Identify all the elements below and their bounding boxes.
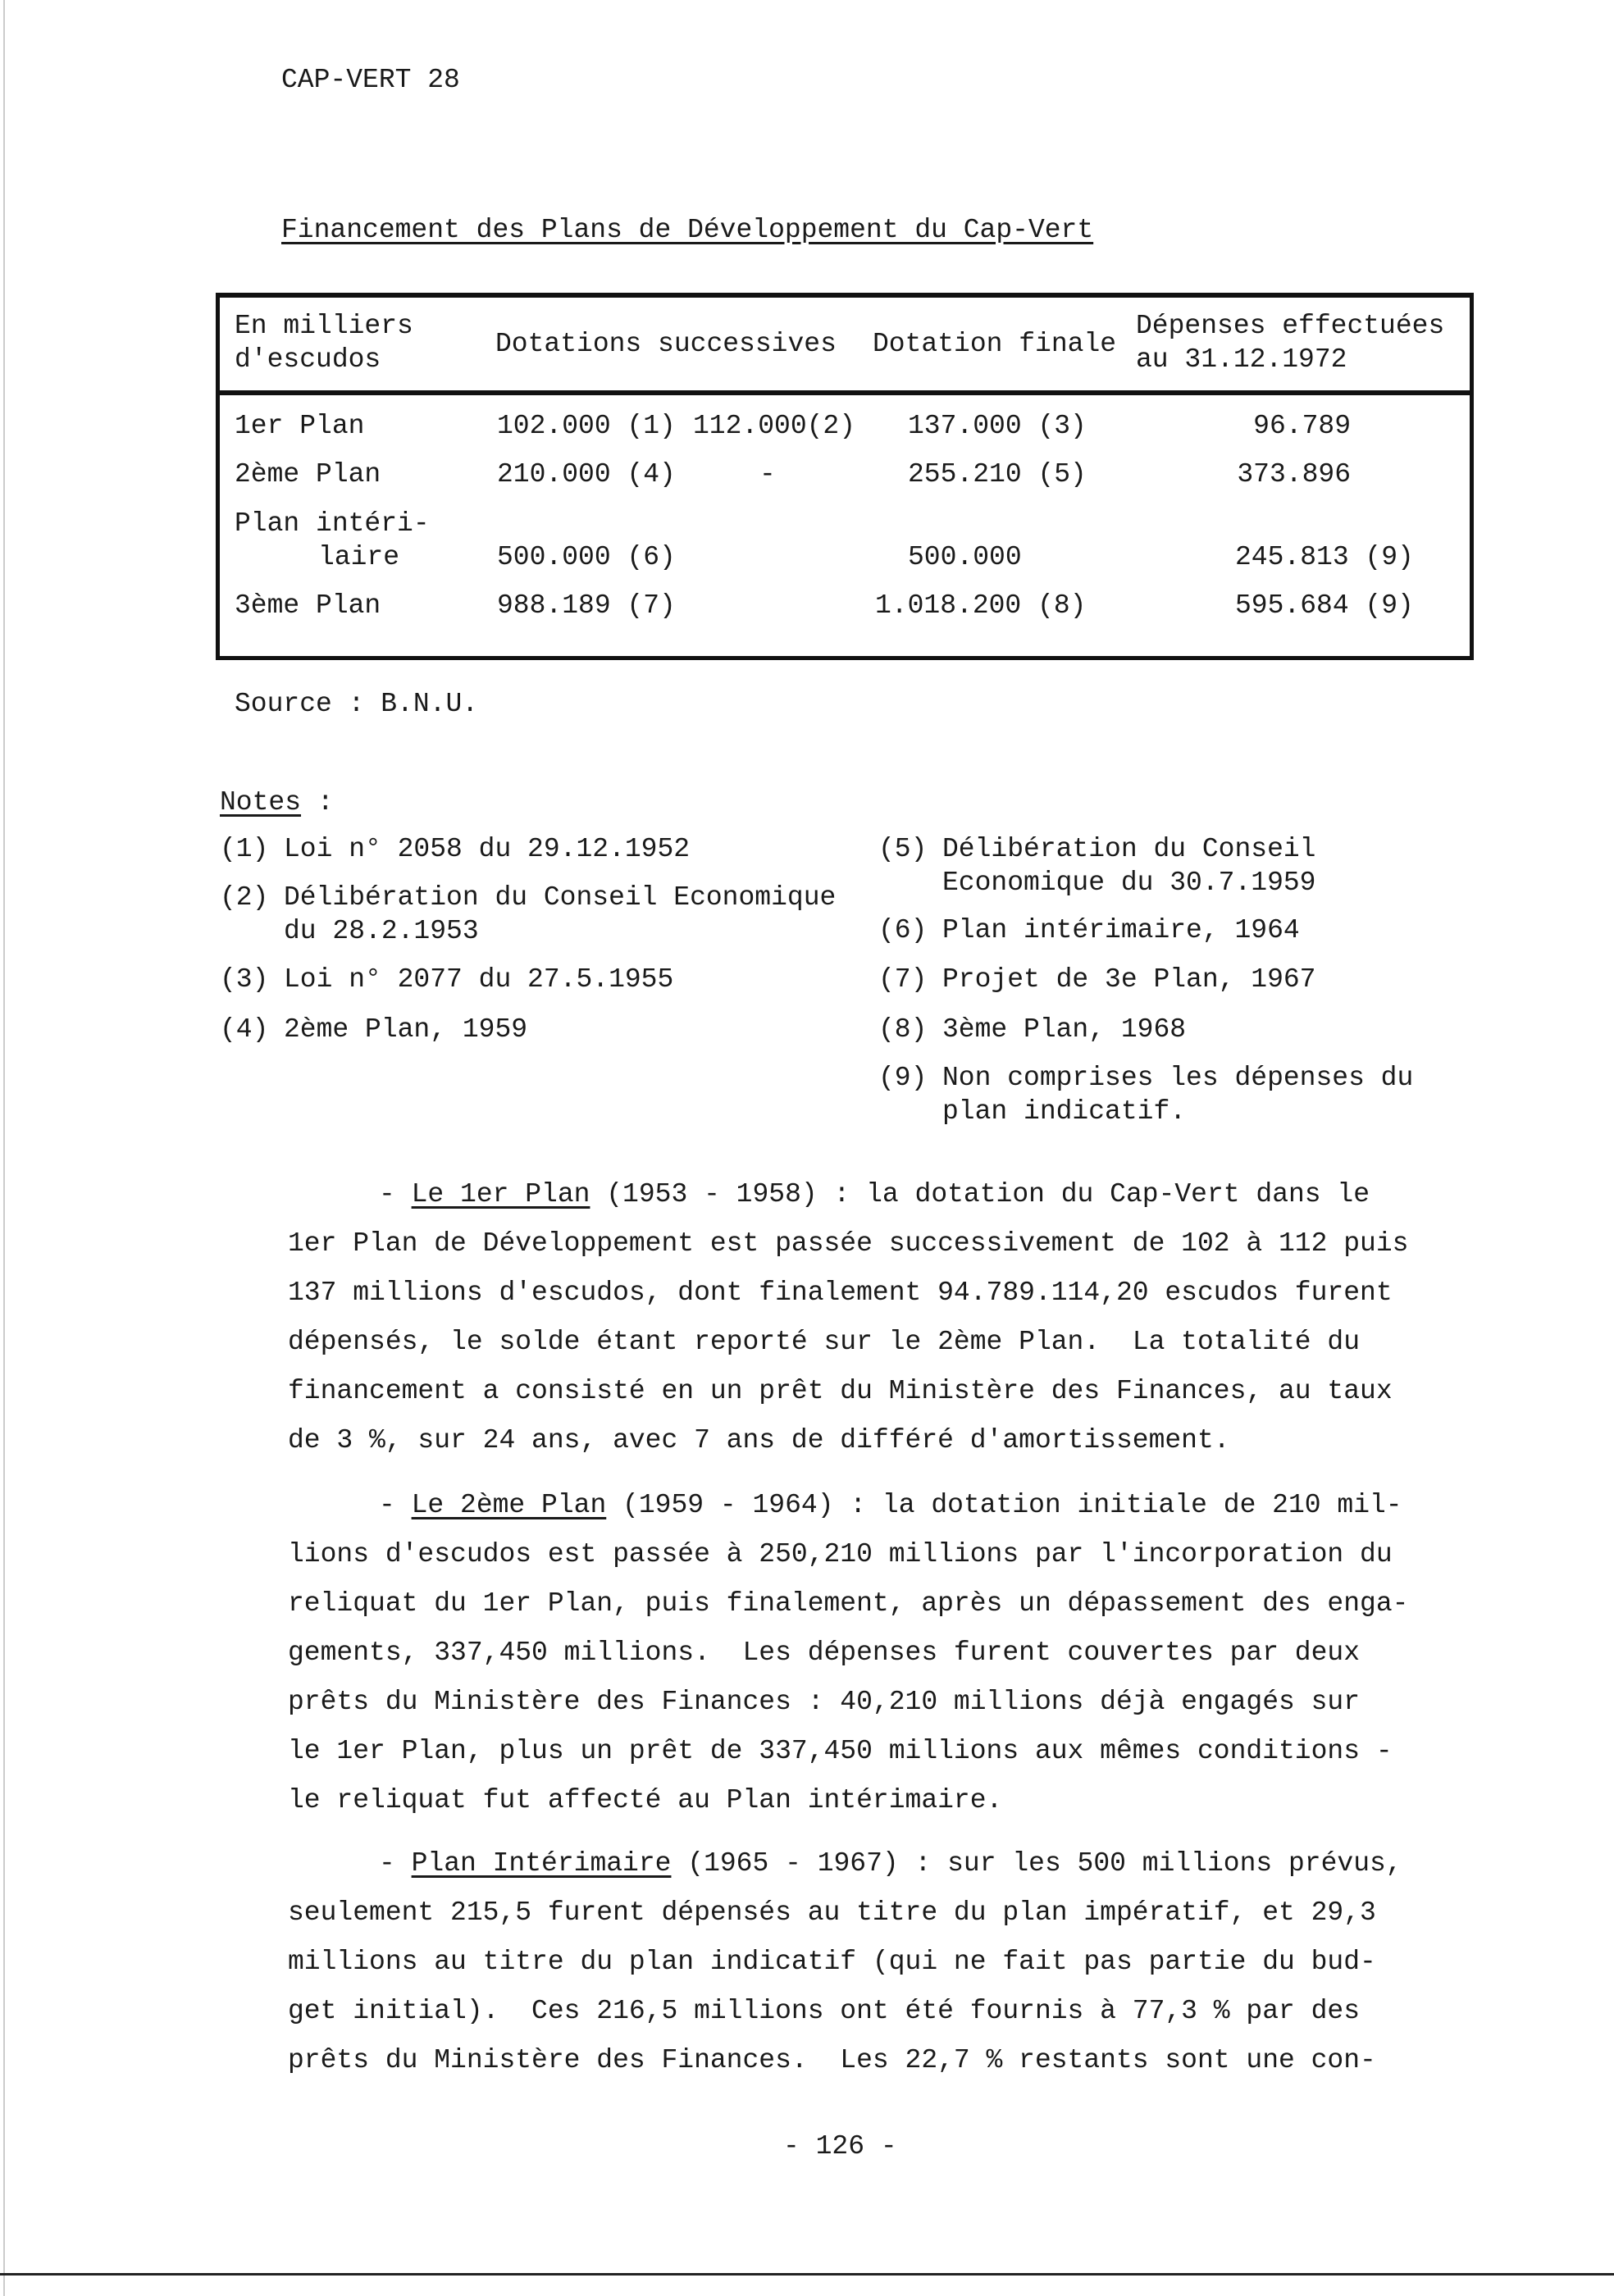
paragraph-line: le 1er Plan, plus un prêt de 337,450 millions aux mêmes conditions -: [288, 1736, 1393, 1766]
note-text: Loi n° 2058 du 29.12.1952: [284, 834, 691, 864]
note-number: (1): [220, 834, 269, 864]
notes-heading-text: Notes: [220, 787, 302, 818]
row-label: Plan intéri-: [235, 508, 430, 539]
note-number: (2): [220, 882, 269, 913]
notes-colon: :: [301, 787, 334, 818]
note-text: du 28.2.1953: [284, 916, 479, 946]
table-header-divider: [216, 390, 1474, 395]
row-succ1: 500.000 (6): [497, 542, 676, 572]
source-line: Source : B.N.U.: [235, 689, 479, 719]
row-succ2: -: [759, 459, 776, 490]
paragraph-line: get initial). Ces 216,5 millions ont été fournis à 77,3 % par des: [288, 1996, 1361, 2026]
note-text: 2ème Plan, 1959: [284, 1014, 528, 1045]
note-number: (8): [878, 1014, 928, 1045]
note-text: Projet de 3e Plan, 1967: [942, 964, 1316, 995]
paragraph-first-line: [379, 1489, 1402, 1522]
row-succ2: 112.000(2): [693, 411, 856, 441]
paragraph-line: prêts du Ministère des Finances : 40,210 millions déjà engagés sur: [288, 1687, 1361, 1717]
note-text: Plan intérimaire, 1964: [942, 915, 1300, 945]
row-final: 137.000 (3): [908, 411, 1087, 441]
paragraph-line: millions au titre du plan indicatif (qui ne fait pas partie du bud-: [288, 1947, 1376, 1977]
row-label: 3ème Plan: [235, 590, 381, 621]
note-number: (3): [220, 964, 269, 995]
row-succ1: 210.000 (4): [497, 459, 676, 490]
header-spent: Dépenses effectuées: [1136, 311, 1445, 341]
paragraph-line: seulement 215,5 furent dépensés au titre du plan impératif, et 29,3: [288, 1897, 1376, 1928]
paragraph-line: dépensés, le solde étant reporté sur le 2ème Plan. La totalité du: [288, 1327, 1361, 1357]
row-label-2: laire: [318, 542, 400, 572]
section-title: Le 1er Plan: [411, 1179, 590, 1210]
paragraph-line: gements, 337,450 millions. Les dépenses furent couvertes par deux: [288, 1638, 1361, 1668]
paragraph-line: prêts du Ministère des Finances. Les 22,7 % restants sont une con-: [288, 2045, 1376, 2075]
note-text: Délibération du Conseil: [942, 834, 1316, 864]
dash: -: [379, 1848, 412, 1879]
row-succ1: 988.189 (7): [497, 590, 676, 621]
note-text: Non comprises les dépenses du: [942, 1063, 1414, 1093]
note-number: (7): [878, 964, 928, 995]
paragraph-line: de 3 %, sur 24 ans, avec 7 ans de différé d'amortissement.: [288, 1425, 1230, 1456]
bottom-rule: [0, 2273, 1614, 2276]
note-number: (6): [878, 915, 928, 945]
header-unit: En milliers: [235, 311, 413, 341]
row-spent: 373.896: [1237, 459, 1351, 490]
paragraph-text: (1953 - 1958) : la dotation du Cap-Vert dans le: [590, 1179, 1370, 1210]
note-text: plan indicatif.: [942, 1096, 1187, 1127]
paragraph-text: (1959 - 1964) : la dotation initiale de 210 mil-: [606, 1490, 1402, 1520]
row-succ1: 102.000 (1): [497, 411, 676, 441]
paragraph-line: lions d'escudos est passée à 250,210 millions par l'incorporation du: [288, 1539, 1393, 1569]
paragraph-first-line: [379, 1178, 1370, 1211]
paragraph-line: le reliquat fut affecté au Plan intérimaire.: [288, 1785, 1003, 1815]
row-label: 2ème Plan: [235, 459, 381, 490]
dash: -: [379, 1490, 412, 1520]
page-header: CAP-VERT 28: [281, 65, 460, 95]
paragraph-first-line: [379, 1847, 1402, 1880]
notes-heading: [220, 786, 334, 819]
paragraph-line: 137 millions d'escudos, dont finalement 94.789.114,20 escudos furent: [288, 1278, 1393, 1308]
note-text: 3ème Plan, 1968: [942, 1014, 1187, 1045]
page-number: - 126 -: [783, 2131, 897, 2162]
note-number: (4): [220, 1014, 269, 1045]
header-successive: Dotations successives: [495, 329, 837, 359]
dash: -: [379, 1179, 412, 1210]
section-title: Plan Intérimaire: [411, 1848, 672, 1879]
header-spent-2: au 31.12.1972: [1136, 344, 1347, 375]
row-label: 1er Plan: [235, 411, 365, 441]
note-text: Délibération du Conseil Economique: [284, 882, 837, 913]
paragraph-line: 1er Plan de Développement est passée successivement de 102 à 112 puis: [288, 1228, 1409, 1259]
paragraph-text: (1965 - 1967) : sur les 500 millions prévus,: [671, 1848, 1402, 1879]
note-text: Loi n° 2077 du 27.5.1955: [284, 964, 674, 995]
note-text: Economique du 30.7.1959: [942, 868, 1316, 898]
table-title: Financement des Plans de Développement du Cap-Vert: [281, 215, 1094, 245]
row-final: 1.018.200 (8): [875, 590, 1087, 621]
header-unit-2: d'escudos: [235, 344, 381, 375]
header-final: Dotation finale: [873, 329, 1117, 359]
note-number: (5): [878, 834, 928, 864]
row-spent: 245.813 (9): [1235, 542, 1414, 572]
row-spent: 96.789: [1253, 411, 1351, 441]
row-final: 255.210 (5): [908, 459, 1087, 490]
row-spent: 595.684 (9): [1235, 590, 1414, 621]
note-number: (9): [878, 1063, 928, 1093]
paragraph-line: reliquat du 1er Plan, puis finalement, après un dépassement des enga-: [288, 1588, 1409, 1619]
section-title: Le 2ème Plan: [411, 1490, 607, 1520]
paragraph-line: financement a consisté en un prêt du Ministère des Finances, au taux: [288, 1376, 1393, 1406]
scan-edge: [3, 0, 5, 2296]
row-final: 500.000: [908, 542, 1022, 572]
